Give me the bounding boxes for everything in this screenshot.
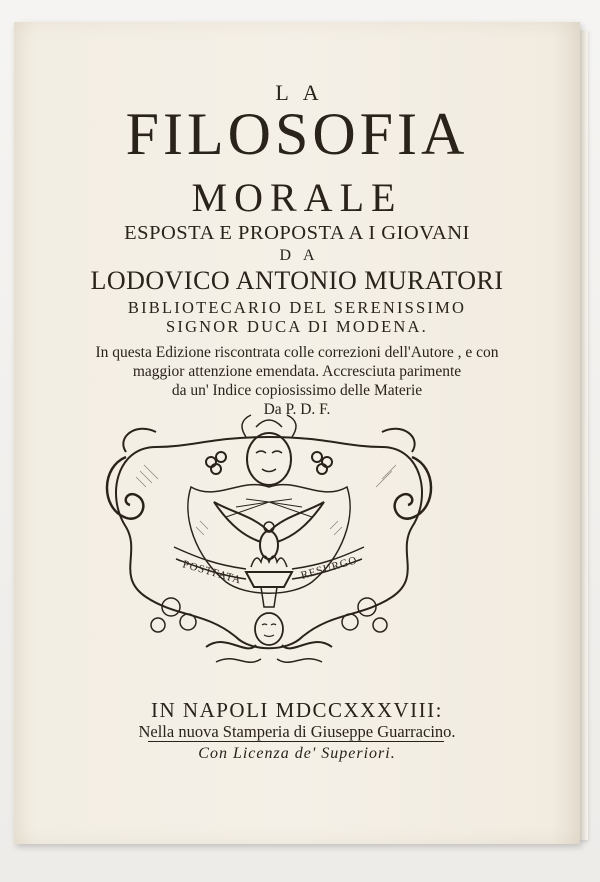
subtitle: ESPOSTA E PROPOSTA A I GIOVANI: [124, 222, 470, 244]
license-line: Con Licenza de' Superiori.: [198, 745, 396, 762]
imprint-rule: [148, 741, 444, 742]
author-role-1: BIBLIOTECARIO DEL SERENISSIMO: [127, 298, 467, 317]
imprint-printer: Nella nuova Stamperia di Giuseppe Guarracino.: [138, 722, 456, 741]
motto-left: POSTFATA: [181, 558, 243, 587]
title-secondary: MORALE: [191, 175, 403, 220]
author-role-2: SIGNOR DUCA DI MODENA.: [166, 317, 428, 336]
by-line: DA: [279, 247, 327, 264]
edition-note-4: Da P. D. F.: [263, 401, 331, 418]
imprint-place-date: IN NAPOLI MDCCXXXVIII:: [151, 698, 443, 722]
title-page: [14, 22, 580, 844]
title-main: FILOSOFIA: [125, 101, 469, 167]
edition-note-2: maggior attenzione emendata. Accresciuta parimente: [132, 363, 462, 380]
motto-right: RESURGO: [299, 554, 359, 582]
edition-note-3: da un' Indice copiosissimo delle Materie: [171, 382, 423, 399]
author-name: LODOVICO ANTONIO MURATORI: [90, 266, 504, 295]
title-page-content: [14, 22, 580, 844]
printers-device-ornament: [96, 407, 442, 679]
edition-note-1: In questa Edizione riscontrata colle correzioni dell'Autore , e con: [95, 344, 499, 361]
title-article: LA: [275, 80, 333, 105]
